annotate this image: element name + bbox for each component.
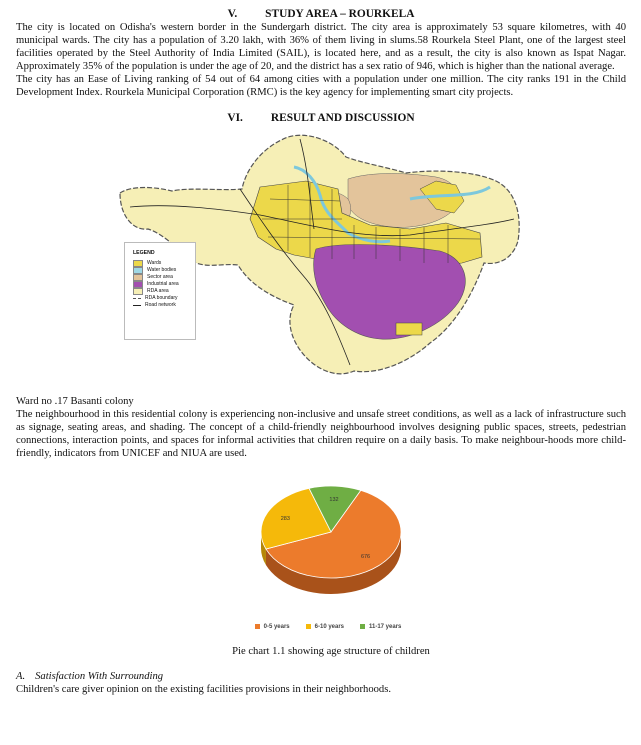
legend-swatch <box>133 260 143 267</box>
pie-legend-swatch <box>306 624 311 629</box>
legend-item-sector <box>133 274 195 281</box>
subsection-text: Children's care giver opinion on the existing facilities provisions in their neighborhoods. <box>16 683 391 695</box>
legend-item-industrial <box>133 281 195 288</box>
legend-label: Wards <box>147 260 162 267</box>
section-heading-results <box>16 111 626 125</box>
pie-legend-swatch <box>255 624 260 629</box>
legend-label: Water bodies <box>147 267 177 274</box>
pie-data-label: 132 <box>329 496 339 503</box>
legend-item-rda-area <box>133 288 195 295</box>
legend-label: Industrial area <box>147 281 179 288</box>
figure-caption: Pie chart 1.1 showing age structure of children <box>232 645 430 657</box>
pie-data-label: 283 <box>280 515 290 522</box>
page <box>16 0 626 695</box>
legend-item-road <box>133 302 195 309</box>
rourkela-map <box>110 129 530 391</box>
legend-item-rda-boundary <box>133 295 195 302</box>
subsection-title: Satisfaction With Surrounding <box>35 670 164 682</box>
pie-legend-item <box>255 624 290 630</box>
ward-paragraph: The neighbourhood in this residential colony is experiencing non-inclusive and unsafe street conditions, as well as a lack of infrastructure such as signage, seating areas, and shading. The concept of a child-friendly neighbourhood involves designing public spaces, streets, pedestrian connections, interaction points, and spaces for informal activities that children require on a daily basis. To make neighbour-hoods more child-friendly, indicators from UNICEF and NIUA are used. <box>16 408 626 459</box>
legend-swatch <box>133 274 143 281</box>
legend-swatch <box>133 288 143 295</box>
legend-swatch <box>133 281 143 288</box>
pie-data-label: 676 <box>360 554 371 561</box>
legend-label: Road network <box>145 302 176 309</box>
subsection-letter: A. <box>16 670 26 682</box>
pie-legend-item <box>306 624 344 630</box>
ward-inset <box>396 323 422 335</box>
legend-line <box>133 298 141 299</box>
pie-legend <box>30 624 626 630</box>
legend-swatch <box>133 267 143 274</box>
legend-item-water <box>133 267 195 274</box>
study-area-paragraph-1: The city is located on Odisha's western border in the Sundergarh district. The city area is approximately 53 square kilometres, with 40 municipal wards. The city has a population of 3.20 lakh, with 36% of them living in slums.58 Rourkela Steel Plant, one of the largest steel facilities operated by the Steel Authority of India Limited (SAIL), is located here, and as a result, the city is also known as Ispat Nagar. Approximately 35% of the population is under the age of 20, and the district has a sex ratio of 946, which is higher than the national average. <box>16 22 626 73</box>
subsection-heading <box>16 671 626 682</box>
section-number: V. <box>227 8 238 20</box>
legend-label: RDA boundary <box>145 295 178 302</box>
pie-legend-label: 0-5 years <box>263 623 290 630</box>
study-area-paragraph-2: The city has an Ease of Living ranking of 54 out of 64 among cities with a population under one million. The city ranks 191 in the Child Development Index. Rourkela Municipal Corporation (RMC) is the key agency for implementing smart city projects. <box>16 74 626 99</box>
section-heading-study-area <box>16 7 626 21</box>
section-title: STUDY AREA – ROURKELA <box>265 8 415 20</box>
legend-title: LEGEND <box>133 249 155 256</box>
ward-title: Ward no .17 Basanti colony <box>16 395 134 407</box>
pie-chart <box>236 462 426 622</box>
pie-chart-svg <box>236 462 426 612</box>
legend-label: RDA area <box>147 288 169 295</box>
legend-label: Sector area <box>147 274 173 281</box>
pie-legend-label: 6-10 years <box>314 623 344 630</box>
section-title: RESULT AND DISCUSSION <box>270 111 415 124</box>
section-number: VI. <box>227 111 243 124</box>
legend-item-wards <box>133 260 195 267</box>
map-legend <box>124 242 196 340</box>
legend-line <box>133 305 141 306</box>
pie-legend-swatch <box>360 624 365 629</box>
pie-legend-item <box>360 624 401 630</box>
pie-legend-label: 11-17 years <box>369 623 402 630</box>
